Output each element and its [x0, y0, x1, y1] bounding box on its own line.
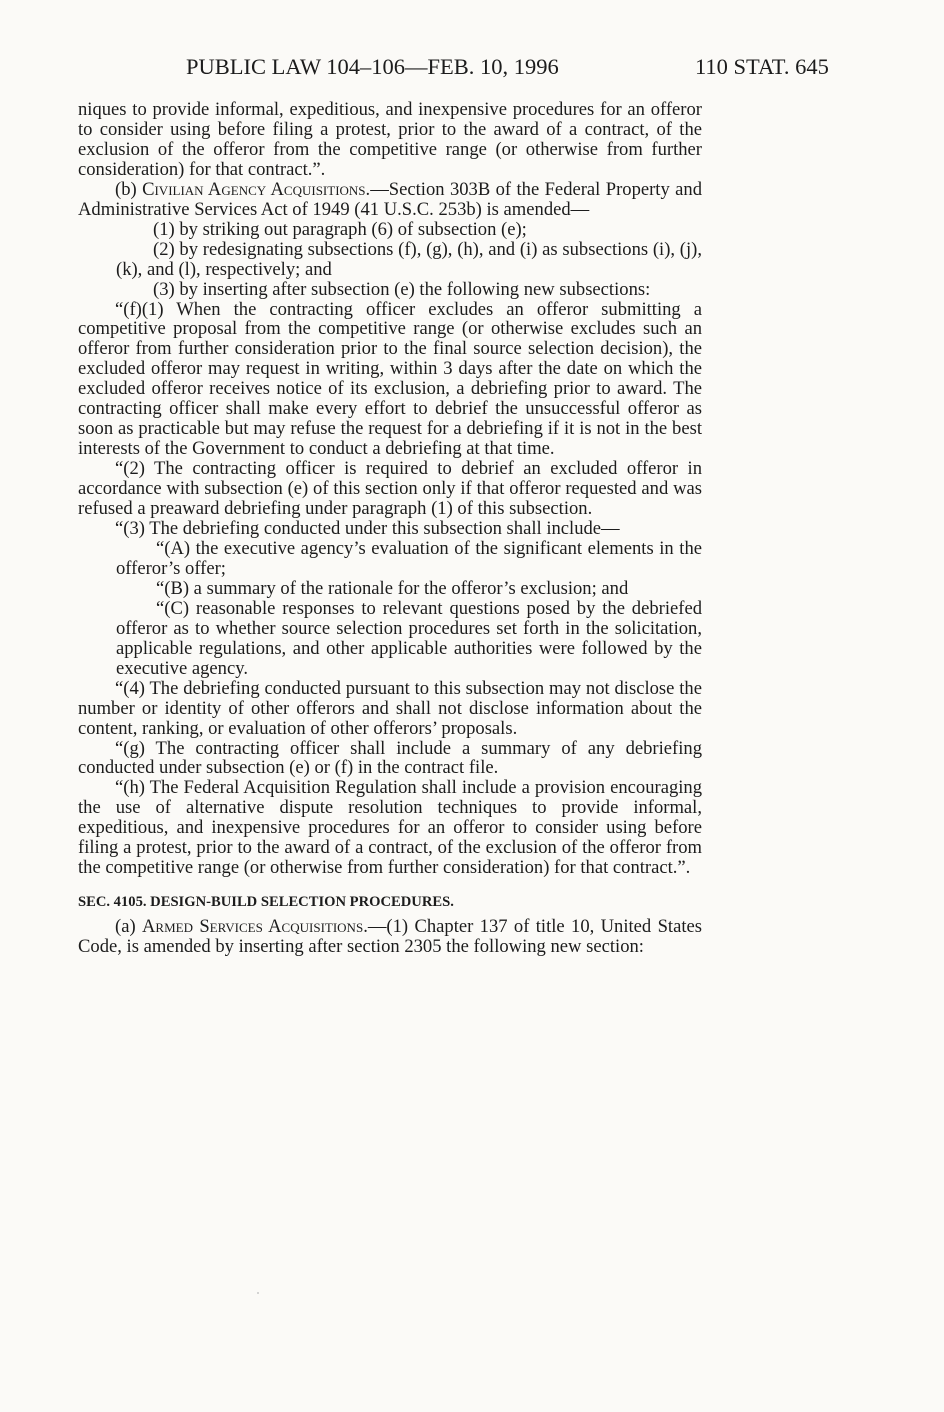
paragraph-continuation: niques to provide informal, expeditious, and inexpensive procedures for an offeror to consider using before filing a protest, prior to the award of a contract, of the exclusion of the offeror from the competitive range (or otherwise from further consideration) for that contract.”. — [78, 99, 702, 180]
paragraph-f3: “(3) The debriefing conducted under this subsection shall include— — [115, 518, 620, 540]
subsection-caption: Armed Services Acquisitions — [142, 916, 364, 938]
paragraph-f2: “(2) The contracting officer is required to debrief an excluded offeror in accordance with subsection (e) of this section only if that offeror requested and was refused a preaward debriefing under paragraph (1) of this subsection. — [78, 458, 702, 520]
paragraph-f4: “(4) The debriefing conducted pursuant to this subsection may not disclose the number or identity of other offerors and shall not disclose information about the content, ranking, or evaluation of other offerors’ proposals. — [78, 677, 702, 739]
header-stat-page: 110 STAT. 645 — [695, 54, 829, 79]
paragraph-amend-2: (2) by redesignating subsections (f), (g), (h), and (i) as subsections (i), (j), (k), and (l), respectively; and — [116, 238, 702, 280]
paragraph-civilian-agency — [78, 180, 702, 220]
subsection-text: .—(1) Chapter 137 of title 10, United States Code, is amended by inserting after section 2305 the following new section: — [78, 916, 702, 958]
section-heading: SEC. 4105. DESIGN-BUILD SELECTION PROCEDURES. — [78, 894, 454, 911]
paragraph-armed-services — [78, 917, 702, 957]
subsection-text: .—Section 303B of the Federal Property and Administrative Services Act of 1949 (41 U.S.C. 253b) is amended— — [78, 178, 702, 220]
paragraph-amend-3: (3) by inserting after subsection (e) the following new subsections: — [153, 278, 651, 300]
paragraph-f3-c: “(C) reasonable responses to relevant questions posed by the debriefed offeror as to whether source selection procedures set forth in the solicitation, applicable regulations, and other applicable authorities were followed by the executive agency. — [116, 597, 702, 679]
paragraph-f3-a: “(A) the executive agency’s evaluation of the significant elements in the offeror’s offer; — [116, 537, 702, 579]
paragraph-f3-b: “(B) a summary of the rationale for the offeror’s exclusion; and — [156, 577, 629, 599]
subsection-label: (b) — [115, 178, 143, 200]
body-text — [78, 100, 702, 957]
paragraph-g: “(g) The contracting officer shall include a summary of any debriefing conducted under subsection (e) or (f) in the contract file. — [78, 737, 702, 779]
subsection-label: (a) — [115, 916, 142, 938]
paragraph-f1: “(f)(1) When the contracting officer excludes an offeror submitting a competitive proposal from the competitive range (or otherwise excludes such an offeror from further consideration prior to the final source selection decision), the excluded offeror may request in writing, within 3 days after the date on which the excluded offeror receives notice of its exclusion, a debriefing prior to award. The contracting officer shall make every effort to debrief the unsuccessful offeror as soon as practicable but may refuse the request for a debriefing if it is not in the best interests of the Government to conduct a debriefing at that time. — [78, 298, 702, 460]
scan-speck — [257, 1292, 259, 1294]
running-header — [0, 51, 944, 83]
header-title: PUBLIC LAW 104–106—FEB. 10, 1996 — [186, 54, 559, 79]
paragraph-amend-1: (1) by striking out paragraph (6) of subsection (e); — [153, 218, 527, 240]
paragraph-h: “(h) The Federal Acquisition Regulation shall include a provision encouraging the use of alternative dispute resolution techniques to provide informal, expeditious, and inexpensive procedures for an offeror to consider using before filing a protest, prior to the award of a contract, of the exclusion of the offeror from the competitive range (or otherwise from further consideration) for that contract.”. — [78, 777, 702, 879]
subsection-caption: Civilian Agency Acquisitions — [142, 178, 366, 200]
